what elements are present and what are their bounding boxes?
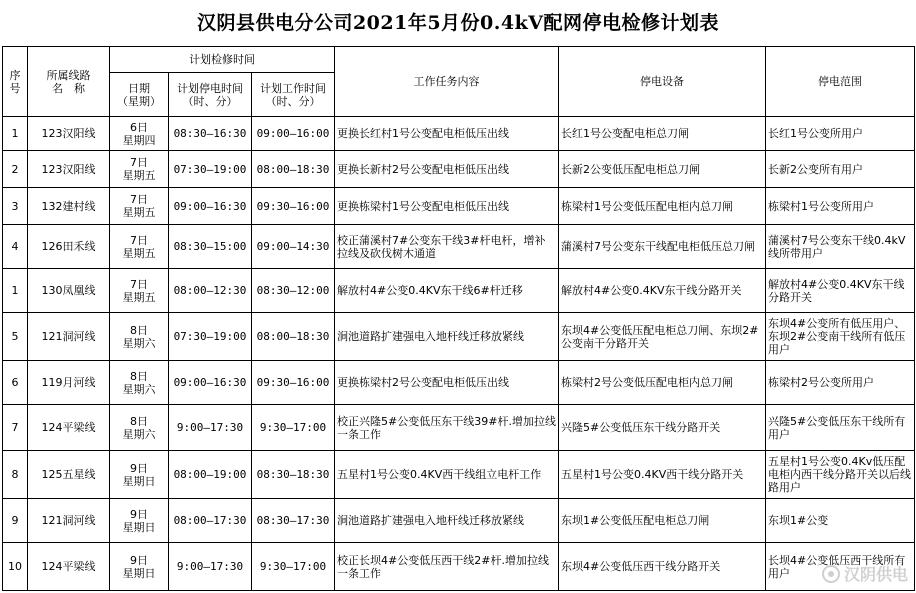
table-row bbox=[3, 499, 915, 543]
cell-work-time: 09:00—16:00 bbox=[252, 117, 335, 151]
cell-date bbox=[110, 117, 169, 151]
cell-outage-time: 09:00—16:30 bbox=[169, 361, 252, 405]
cell-equipment: 长新2公变低压配电柜总刀闸 bbox=[559, 151, 766, 188]
cell-seq: 4 bbox=[3, 225, 28, 269]
cell-weekday: 星期四 bbox=[122, 133, 156, 147]
cell-weekday: 星期日 bbox=[122, 566, 156, 580]
cell-equipment: 栋梁村2号公变低压配电柜内总刀闸 bbox=[559, 361, 766, 405]
cell-date bbox=[110, 151, 169, 188]
cell-date bbox=[110, 499, 169, 543]
cell-date bbox=[110, 225, 169, 269]
cell-seq: 6 bbox=[3, 361, 28, 405]
cell-outage-time: 08:00—17:30 bbox=[169, 499, 252, 543]
header-outage bbox=[169, 73, 252, 117]
cell-outage-time: 9:00—17:30 bbox=[169, 405, 252, 451]
cell-equipment: 长红1号公变配电柜总刀闸 bbox=[559, 117, 766, 151]
cell-date bbox=[110, 543, 169, 591]
cell-outage-time: 07:30—19:00 bbox=[169, 151, 252, 188]
cell-task: 更换栋梁村2号公变配电柜低压出线 bbox=[335, 361, 559, 405]
cell-equipment: 东坝1#公变低压配电柜总刀闸 bbox=[559, 499, 766, 543]
header-seq: 序号 bbox=[3, 47, 28, 117]
table-row bbox=[3, 117, 915, 151]
cell-task: 更换长新村2号公变配电柜低压出线 bbox=[335, 151, 559, 188]
cell-task: 校正蒲溪村7#公变东干线3#杆电杆，增补拉线及砍伐树木通道 bbox=[335, 225, 559, 269]
cell-weekday: 星期六 bbox=[122, 336, 156, 350]
header-outage-text-2: （时、分） bbox=[182, 94, 238, 108]
cell-line: 124平梁线 bbox=[28, 405, 110, 451]
cell-work-time: 08:00—18:30 bbox=[252, 151, 335, 188]
cell-day: 7日 bbox=[130, 233, 148, 247]
header-line-text-2: 名 称 bbox=[52, 81, 85, 95]
cell-line: 124平梁线 bbox=[28, 543, 110, 591]
cell-weekday: 星期五 bbox=[122, 206, 156, 219]
cell-day: 9日 bbox=[130, 507, 148, 521]
cell-date bbox=[110, 451, 169, 499]
outage-schedule-table bbox=[2, 46, 915, 591]
cell-scope: 五星村1号公变0.4Kv低压配电柜内西干线分路开关以后线路用户 bbox=[766, 451, 915, 499]
cell-date bbox=[110, 269, 169, 313]
cell-task: 解放村4#公变0.4KV东干线6#杆迁移 bbox=[335, 269, 559, 313]
cell-seq: 8 bbox=[3, 451, 28, 499]
table-row bbox=[3, 313, 915, 361]
cell-day: 9日 bbox=[130, 553, 148, 567]
cell-line: 121洞河线 bbox=[28, 313, 110, 361]
cell-seq: 1 bbox=[3, 117, 28, 151]
cell-weekday: 星期六 bbox=[122, 382, 156, 396]
cell-seq: 3 bbox=[3, 188, 28, 225]
cell-outage-time: 09:00—16:30 bbox=[169, 188, 252, 225]
cell-weekday: 星期五 bbox=[122, 246, 156, 260]
cell-scope: 长红1号公变所用户 bbox=[766, 117, 915, 151]
header-scope: 停电范围 bbox=[766, 47, 915, 117]
cell-line: 123汉阳线 bbox=[28, 117, 110, 151]
cell-scope: 栋梁村2号公变所用户 bbox=[766, 361, 915, 405]
cell-task: 涧池道路扩建强电入地杆线迁移放紧线 bbox=[335, 313, 559, 361]
cell-task: 更换长红村1号公变配电柜低压出线 bbox=[335, 117, 559, 151]
cell-scope: 兴隆5#公变低压东干线所有用户 bbox=[766, 405, 915, 451]
cell-seq: 1 bbox=[3, 269, 28, 313]
cell-equipment: 蒲溪村7号公变东干线配电柜低压总刀闸 bbox=[559, 225, 766, 269]
cell-line: 125五星线 bbox=[28, 451, 110, 499]
cell-seq: 10 bbox=[3, 543, 28, 591]
cell-line: 121洞河线 bbox=[28, 499, 110, 543]
header-work-text-1: 计划工作时间 bbox=[260, 81, 327, 95]
table-row bbox=[3, 405, 915, 451]
cell-day: 7日 bbox=[130, 277, 148, 291]
cell-seq: 7 bbox=[3, 405, 28, 451]
cell-weekday: 星期日 bbox=[122, 520, 156, 534]
cell-day: 8日 bbox=[130, 414, 148, 428]
cell-weekday: 星期六 bbox=[122, 427, 156, 441]
cell-task: 更换栋梁村1号公变配电柜低压出线 bbox=[335, 188, 559, 225]
cell-day: 7日 bbox=[130, 193, 148, 206]
cell-date bbox=[110, 188, 169, 225]
header-line bbox=[28, 47, 110, 117]
cell-seq: 9 bbox=[3, 499, 28, 543]
cell-work-time: 9:30—17:00 bbox=[252, 405, 335, 451]
cell-work-time: 08:30—18:30 bbox=[252, 451, 335, 499]
table-row bbox=[3, 188, 915, 225]
cell-work-time: 08:30—12:00 bbox=[252, 269, 335, 313]
cell-equipment: 五星村1号公变0.4KV西干线分路开关 bbox=[559, 451, 766, 499]
cell-equipment: 解放村4#公变0.4KV东干线分路开关 bbox=[559, 269, 766, 313]
cell-line: 126田禾线 bbox=[28, 225, 110, 269]
cell-day: 7日 bbox=[130, 156, 148, 169]
cell-task: 涧池道路扩建强电入地杆线迁移放紧线 bbox=[335, 499, 559, 543]
cell-scope: 东坝4#公变所有低压用户、东坝2#公变南干线所有低压用户 bbox=[766, 313, 915, 361]
cell-day: 8日 bbox=[130, 323, 148, 337]
cell-outage-time: 08:00—19:00 bbox=[169, 451, 252, 499]
cell-scope: 栋梁村1号公变所用户 bbox=[766, 188, 915, 225]
cell-outage-time: 9:00—17:30 bbox=[169, 543, 252, 591]
cell-scope: 解放村4#公变0.4KV东干线分路开关 bbox=[766, 269, 915, 313]
cell-date bbox=[110, 361, 169, 405]
cell-date bbox=[110, 313, 169, 361]
table-row bbox=[3, 225, 915, 269]
header-task: 工作任务内容 bbox=[335, 47, 559, 117]
cell-line: 132建村线 bbox=[28, 188, 110, 225]
cell-day: 6日 bbox=[130, 120, 148, 134]
header-work-text-2: （时、分） bbox=[265, 94, 321, 108]
cell-equipment: 兴隆5#公变低压东干线分路开关 bbox=[559, 405, 766, 451]
cell-work-time: 09:30—16:00 bbox=[252, 361, 335, 405]
cell-outage-time: 08:30—15:00 bbox=[169, 225, 252, 269]
header-date-text-1: 日期 bbox=[128, 81, 150, 95]
cell-day: 8日 bbox=[130, 369, 148, 383]
cell-equipment: 东坝4#公变低压西干线分路开关 bbox=[559, 543, 766, 591]
page-title: 汉阴县供电分公司2021年5月份0.4kV配网停电检修计划表 bbox=[196, 11, 720, 34]
cell-work-time: 9:30—17:00 bbox=[252, 543, 335, 591]
cell-task: 校正长坝4#公变低压西干线2#杆.增加拉线一条工作 bbox=[335, 543, 559, 591]
cell-task: 五星村1号公变0.4KV西干线组立电杆工作 bbox=[335, 451, 559, 499]
header-outage-text-1: 计划停电时间 bbox=[177, 81, 243, 95]
cell-day: 9日 bbox=[130, 461, 148, 475]
table-row bbox=[3, 451, 915, 499]
cell-work-time: 08:30—17:30 bbox=[252, 499, 335, 543]
table-row bbox=[3, 269, 915, 313]
cell-scope: 东坝1#公变 bbox=[766, 499, 915, 543]
cell-outage-time: 07:30—19:00 bbox=[169, 313, 252, 361]
cell-work-time: 09:30—16:00 bbox=[252, 188, 335, 225]
table-row bbox=[3, 151, 915, 188]
cell-line: 123汉阳线 bbox=[28, 151, 110, 188]
header-work bbox=[252, 73, 335, 117]
cell-work-time: 08:00—18:30 bbox=[252, 313, 335, 361]
cell-scope: 蒲溪村7号公变东干线0.4kV线所带用户 bbox=[766, 225, 915, 269]
header-line-text-1: 所属线路 bbox=[46, 68, 91, 82]
header-date bbox=[110, 73, 169, 117]
cell-equipment: 东坝4#公变低压配电柜总刀闸、东坝2#公变南干分路开关 bbox=[559, 313, 766, 361]
header-date-text-2: （星期） bbox=[117, 94, 161, 108]
cell-task: 校正兴隆5#公变低压东干线39#杆.增加拉线一条工作 bbox=[335, 405, 559, 451]
table-row bbox=[3, 543, 915, 591]
cell-seq: 2 bbox=[3, 151, 28, 188]
header-equipment: 停电设备 bbox=[559, 47, 766, 117]
cell-scope: 长坝4#公变低压西干线所有用户 bbox=[766, 543, 915, 591]
cell-outage-time: 08:30—16:30 bbox=[169, 117, 252, 151]
cell-line: 130凤凰线 bbox=[28, 269, 110, 313]
cell-outage-time: 08:00—12:30 bbox=[169, 269, 252, 313]
cell-seq: 5 bbox=[3, 313, 28, 361]
cell-weekday: 星期五 bbox=[122, 169, 156, 182]
cell-scope: 长新2公变所有用户 bbox=[766, 151, 915, 188]
table-row bbox=[3, 361, 915, 405]
watermark-text: 汉阴供电 bbox=[843, 565, 908, 584]
cell-date bbox=[110, 405, 169, 451]
header-plan-group: 计划检修时间 bbox=[110, 47, 335, 73]
cell-equipment: 栋梁村1号公变低压配电柜内总刀闸 bbox=[559, 188, 766, 225]
cell-weekday: 星期日 bbox=[122, 474, 156, 488]
cell-work-time: 09:00—14:30 bbox=[252, 225, 335, 269]
cell-line: 119月河线 bbox=[28, 361, 110, 405]
cell-weekday: 星期五 bbox=[122, 290, 156, 304]
